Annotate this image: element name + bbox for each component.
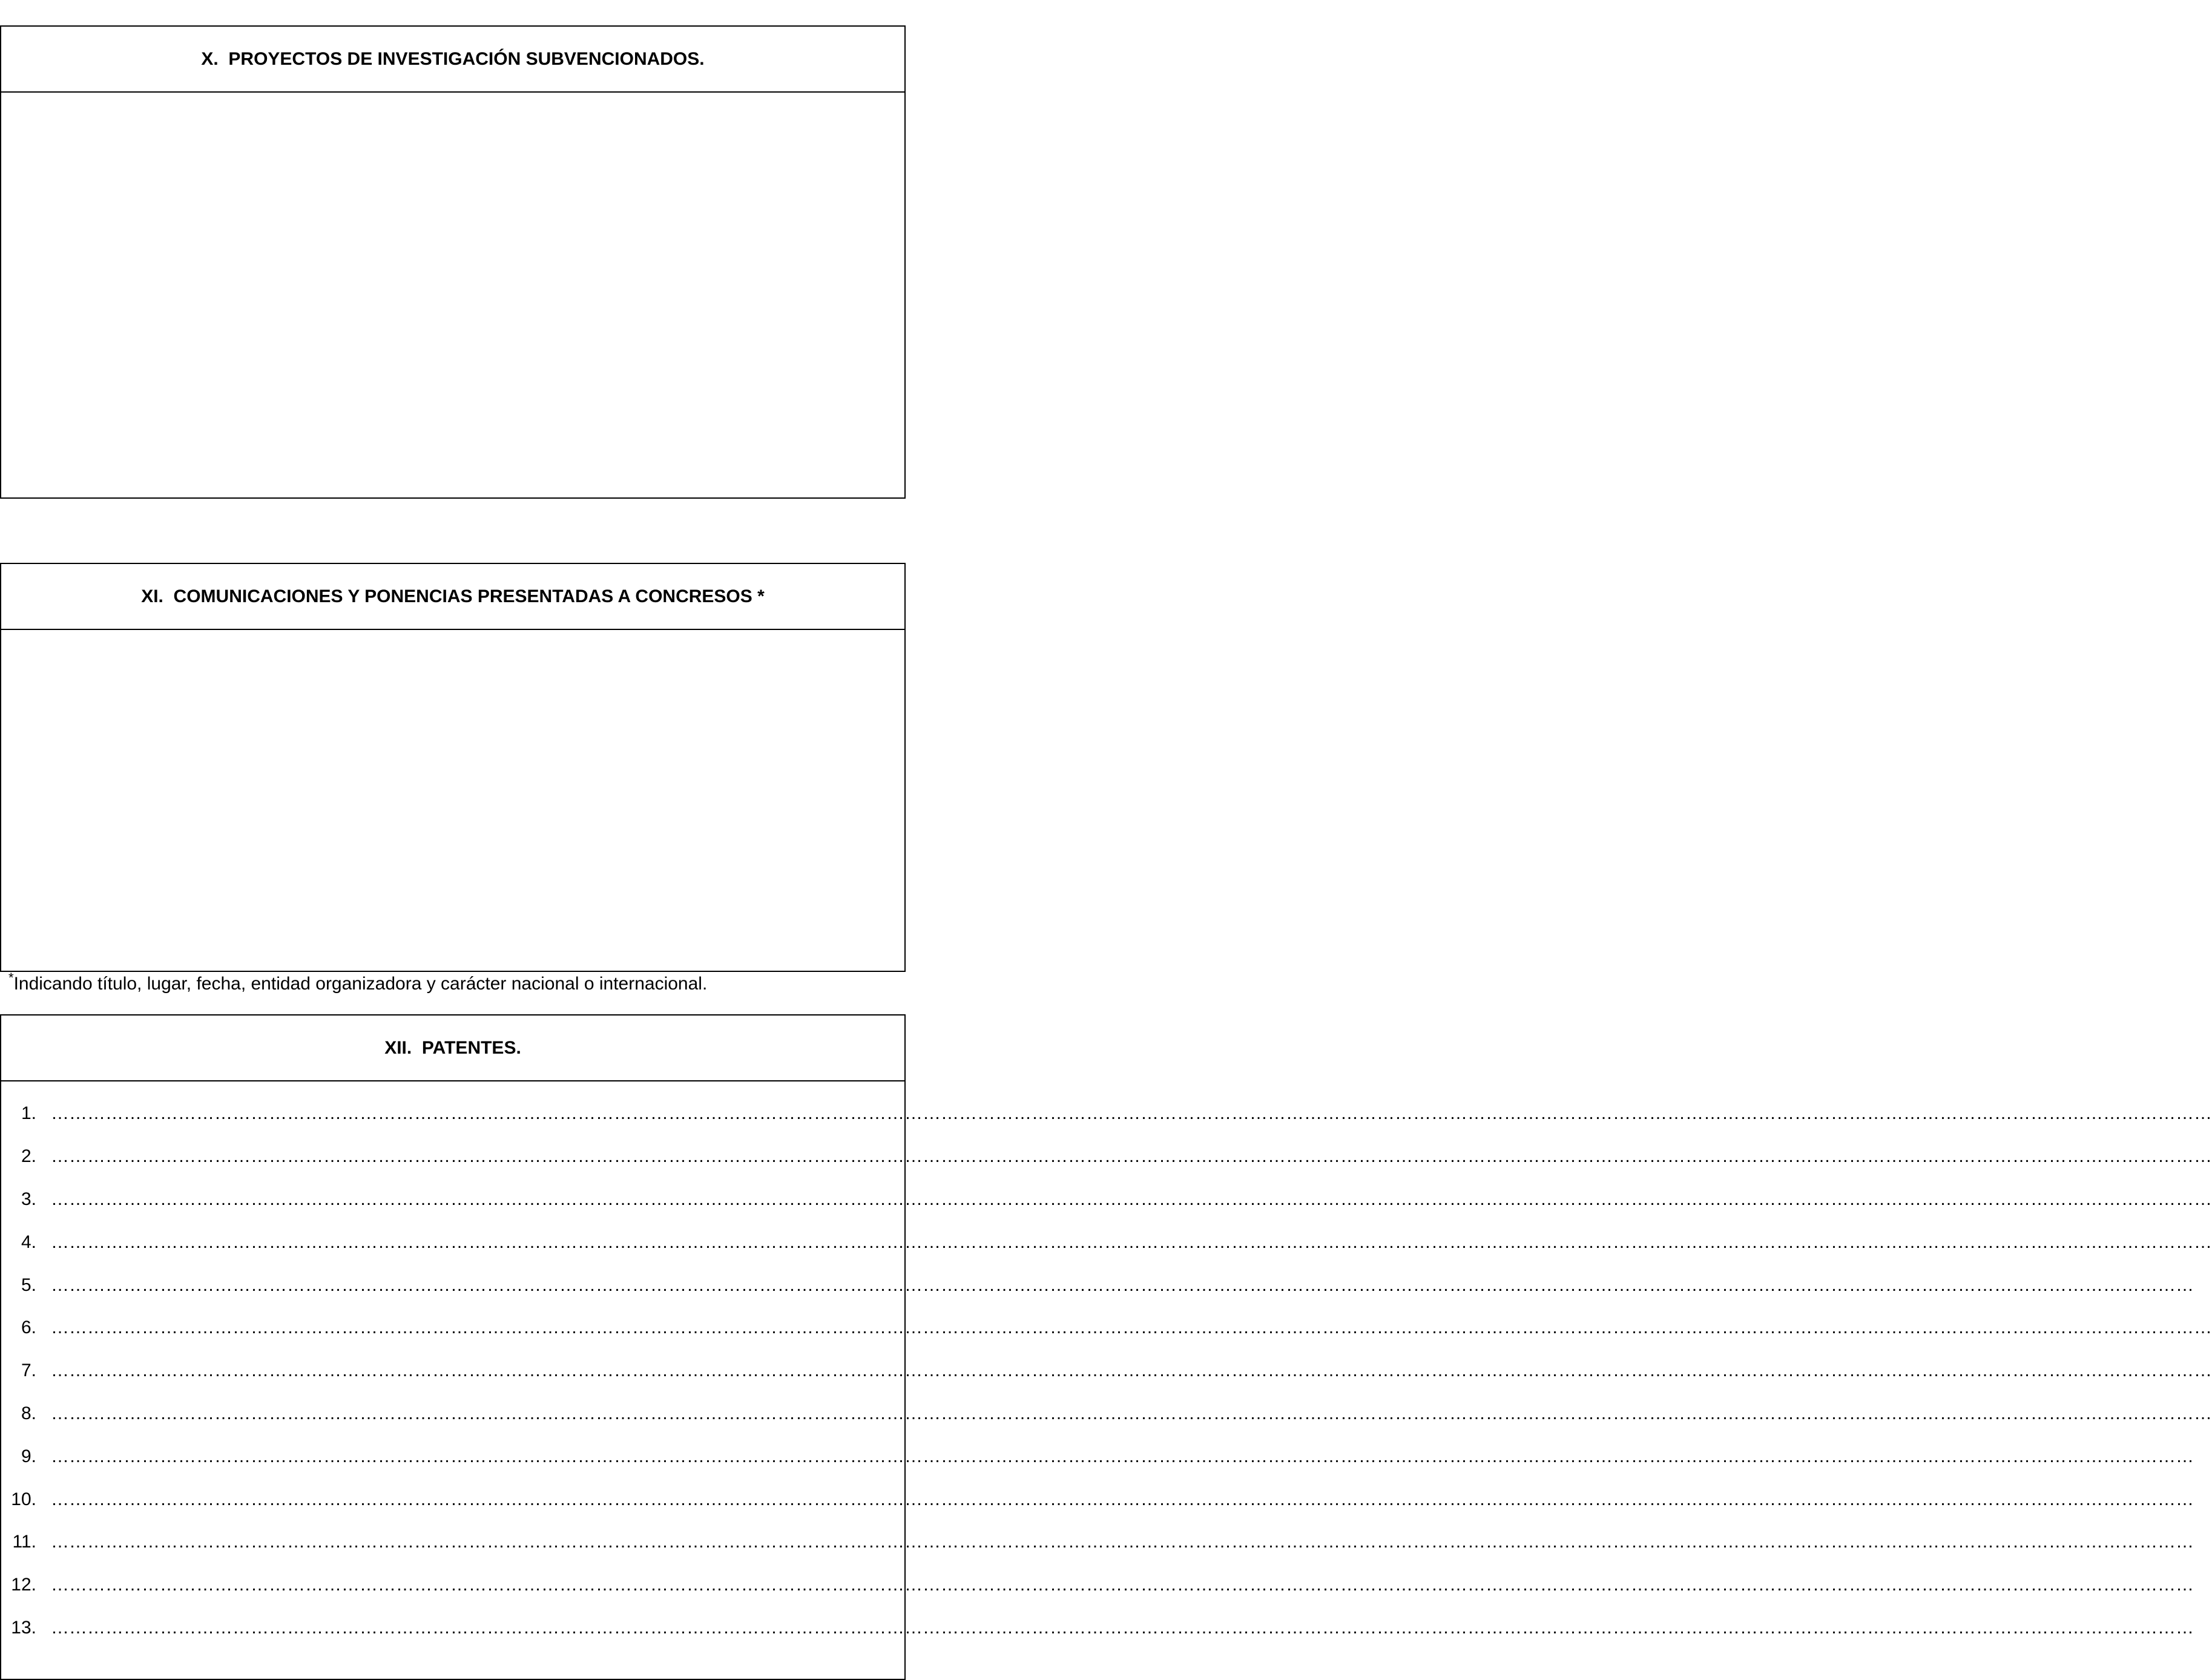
patent-number: 11. (12, 1532, 36, 1552)
footnote-marker: * (8, 970, 14, 985)
patent-dotted-line[interactable]: ………………………………………………………………………………………………………………………………………………………………………………………………………………………………………………………………………………………………………………………… (51, 1275, 2194, 1295)
patent-dotted-line[interactable]: …………………………………………………………………………………………………………………………………………………………………………………………………………………………………………………………………………………………………………………………… (51, 1317, 2212, 1338)
patent-dotted-line[interactable]: ………………………………………………………………………………………………………………………………………………………………………………………………………………………………………………………………………………………………………………………… (51, 1532, 2194, 1552)
section-title-proyectos: X. PROYECTOS DE INVESTIGACIÓN SUBVENCIONADOS. (1, 27, 904, 93)
patent-list (1, 1081, 2212, 1649)
patent-number: 9. (21, 1446, 36, 1466)
patent-item[interactable] (1, 1350, 2212, 1393)
patent-item[interactable] (1, 1092, 2212, 1135)
patent-dotted-line[interactable]: ………………………………………………………………………………………………………………………………………………………………………………………………………………………………………………………………………………………………………………………… (51, 1446, 2194, 1466)
footnote-text: Indicando título, lugar, fecha, entidad organizadora y carácter nacional o internacional. (13, 974, 708, 994)
patent-number: 12. (11, 1575, 36, 1595)
patent-item[interactable] (1, 1221, 2212, 1264)
patent-item[interactable] (1, 1564, 2194, 1607)
section-title-patentes: XII. PATENTES. (1, 1016, 904, 1081)
patent-number: 3. (21, 1189, 36, 1209)
patent-number: 8. (21, 1403, 36, 1423)
section-proyectos (0, 25, 906, 499)
patent-number: 4. (21, 1232, 36, 1252)
patent-dotted-line[interactable]: ………………………………………………………………………………………………………………………………………………………………………………………………………………………………………………………………………………………………………………………… (51, 1617, 2194, 1638)
section-title-comunicaciones: XI. COMUNICACIONES Y PONENCIAS PRESENTADAS A CONCRESOS * (1, 564, 904, 630)
patent-dotted-line[interactable]: ………………………………………………………………………………………………………………………………………………………………………………………………………………………………………………………………………………………………………………………… (51, 1489, 2194, 1509)
section-comunicaciones (0, 563, 906, 972)
patent-dotted-line[interactable]: …………………………………………………………………………………………………………………………………………………………………………………………………………………………………………………………………………………………………………………………… (51, 1403, 2212, 1423)
patent-dotted-line[interactable]: …………………………………………………………………………………………………………………………………………………………………………………………………………………………………………………………………………………………………………………………… (51, 1232, 2212, 1252)
patent-item[interactable] (1, 1521, 2194, 1564)
footnote (8, 970, 707, 994)
patent-number: 6. (21, 1317, 36, 1338)
patent-number: 7. (21, 1360, 36, 1381)
patent-dotted-line[interactable]: ………………………………………………………………………………………………………………………………………………………………………………………………………………………………………………………………………………………………………………………… (51, 1575, 2194, 1595)
section-patentes (0, 1014, 2212, 1680)
patent-dotted-line[interactable]: …………………………………………………………………………………………………………………………………………………………………………………………………………………………………………………………………………………………………………………………… (51, 1103, 2212, 1124)
patent-number: 1. (21, 1103, 36, 1124)
patent-item[interactable] (1, 1307, 2212, 1350)
patent-dotted-line[interactable]: …………………………………………………………………………………………………………………………………………………………………………………………………………………………………………………………………………………………………………………………… (51, 1360, 2212, 1381)
patent-number: 13. (11, 1617, 36, 1638)
patent-dotted-line[interactable]: …………………………………………………………………………………………………………………………………………………………………………………………………………………………………………………………………………………………………………………………… (51, 1189, 2212, 1209)
patent-item[interactable] (1, 1178, 2212, 1221)
patent-item[interactable] (1, 1393, 2212, 1436)
patent-item[interactable] (1, 1435, 2194, 1478)
patent-item[interactable] (1, 1264, 2194, 1307)
patent-item[interactable] (1, 1607, 2194, 1650)
patent-item[interactable] (1, 1135, 2212, 1178)
patent-dotted-line[interactable]: …………………………………………………………………………………………………………………………………………………………………………………………………………………………………………………………………………………………………………………………… (51, 1146, 2212, 1167)
patent-number: 5. (21, 1275, 36, 1295)
patent-number: 10. (11, 1489, 36, 1509)
patent-number: 2. (21, 1146, 36, 1167)
patent-item[interactable] (1, 1478, 2194, 1521)
